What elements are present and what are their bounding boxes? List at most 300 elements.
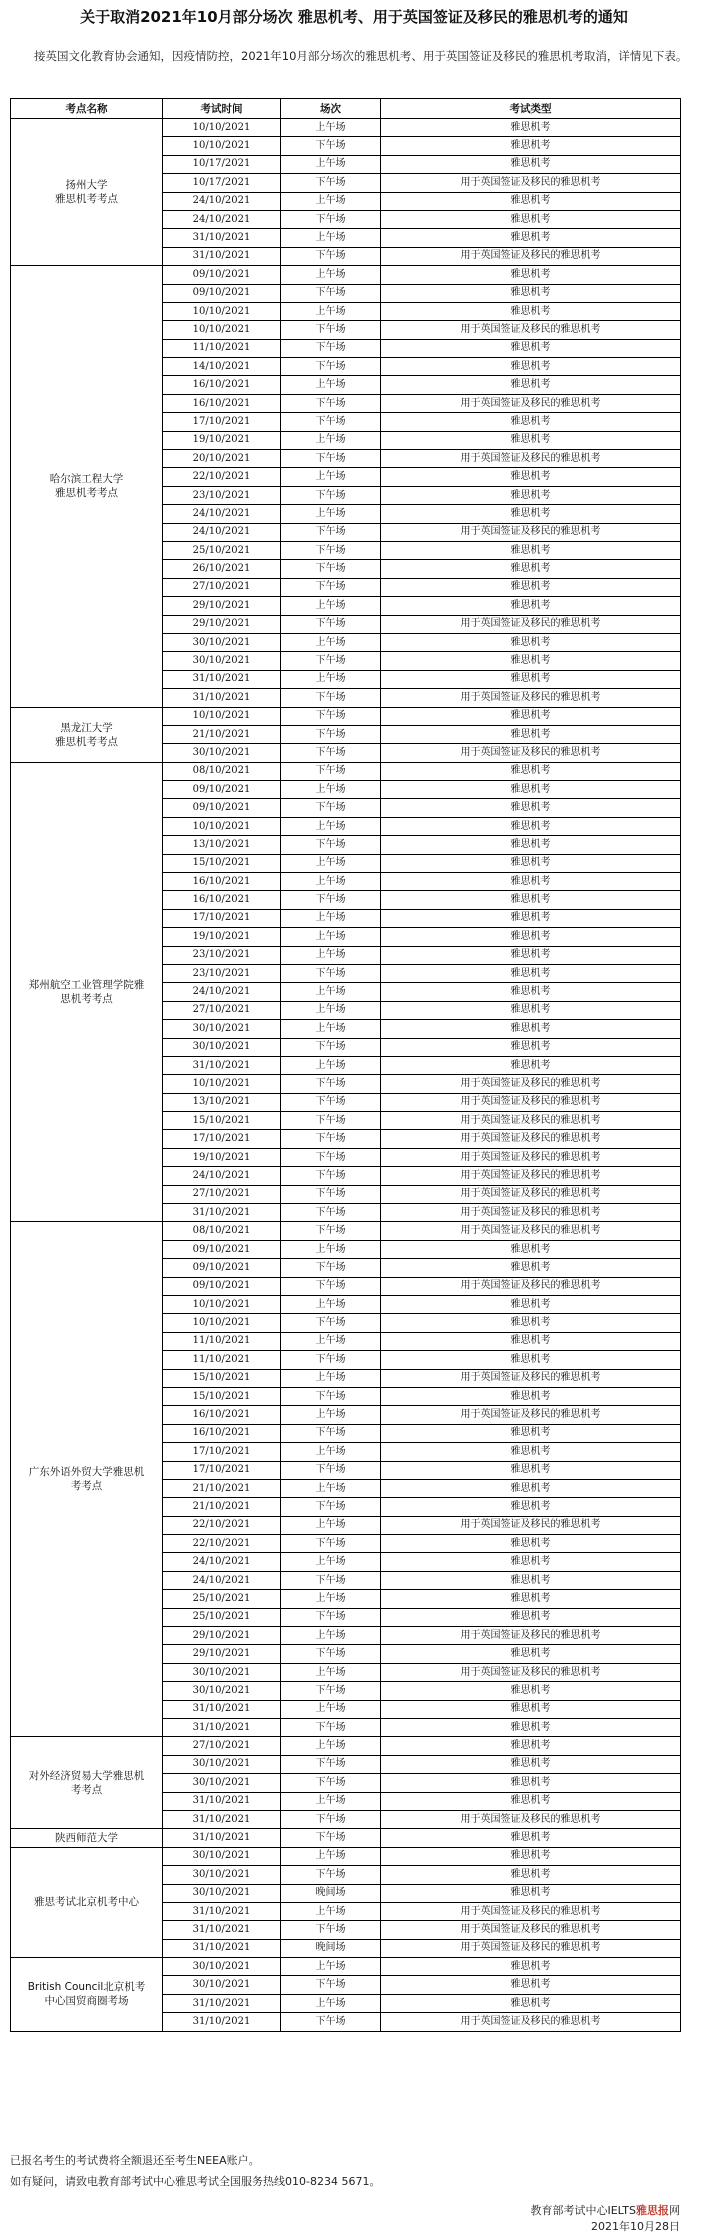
exam-session: 上午场 xyxy=(281,1994,381,2012)
exam-type: 雅思机考 xyxy=(381,1958,681,1976)
exam-type: 雅思机考 xyxy=(381,1700,681,1718)
exam-type: 用于英国签证及移民的雅思机考 xyxy=(381,1939,681,1957)
exam-session: 下午场 xyxy=(281,1222,381,1240)
exam-session: 下午场 xyxy=(281,891,381,909)
exam-session: 下午场 xyxy=(281,450,381,468)
header-session: 场次 xyxy=(281,99,381,119)
exam-date: 30/10/2021 xyxy=(163,1884,281,1902)
exam-session: 上午场 xyxy=(281,817,381,835)
issuer-name-tail: 网 xyxy=(669,2204,680,2217)
watermark-text: 雅思报 xyxy=(636,2204,669,2217)
exam-session: 下午场 xyxy=(281,578,381,596)
exam-date: 31/10/2021 xyxy=(163,1204,281,1222)
exam-session: 下午场 xyxy=(281,523,381,541)
exam-date: 13/10/2021 xyxy=(163,836,281,854)
exam-type: 雅思机考 xyxy=(381,541,681,559)
exam-date: 31/10/2021 xyxy=(163,1921,281,1939)
exam-date: 11/10/2021 xyxy=(163,1351,281,1369)
exam-date: 30/10/2021 xyxy=(163,633,281,651)
exam-date: 19/10/2021 xyxy=(163,928,281,946)
exam-session: 下午场 xyxy=(281,725,381,743)
exam-session: 上午场 xyxy=(281,119,381,137)
exam-date: 10/10/2021 xyxy=(163,137,281,155)
exam-session: 上午场 xyxy=(281,873,381,891)
exam-center-name: 雅思考试北京机考中心 xyxy=(11,1847,163,1957)
exam-type: 雅思机考 xyxy=(381,1332,681,1350)
exam-session: 上午场 xyxy=(281,1553,381,1571)
exam-session: 下午场 xyxy=(281,339,381,357)
exam-type: 雅思机考 xyxy=(381,339,681,357)
intro-paragraph: 接英国文化教育协会通知，因疫情防控，2021年10月部分场次的雅思机考、用于英国签证及移民的雅思机考取消，详情见下表。 xyxy=(34,49,688,63)
exam-date: 30/10/2021 xyxy=(163,1682,281,1700)
exam-date: 19/10/2021 xyxy=(163,1148,281,1166)
exam-date: 13/10/2021 xyxy=(163,1093,281,1111)
exam-session: 上午场 xyxy=(281,1847,381,1865)
exam-date: 25/10/2021 xyxy=(163,541,281,559)
exam-session: 下午场 xyxy=(281,1682,381,1700)
exam-type: 雅思机考 xyxy=(381,597,681,615)
exam-center-name: British Council北京机考 中心国贸商圈考场 xyxy=(11,1958,163,2032)
exam-date: 31/10/2021 xyxy=(163,689,281,707)
exam-date: 17/10/2021 xyxy=(163,1130,281,1148)
header-time: 考试时间 xyxy=(163,99,281,119)
exam-type: 雅思机考 xyxy=(381,1240,681,1258)
exam-type: 雅思机考 xyxy=(381,873,681,891)
exam-type: 雅思机考 xyxy=(381,1351,681,1369)
exam-type: 雅思机考 xyxy=(381,1387,681,1405)
exam-date: 31/10/2021 xyxy=(163,1056,281,1074)
exam-session: 下午场 xyxy=(281,1351,381,1369)
exam-type: 雅思机考 xyxy=(381,817,681,835)
exam-date: 16/10/2021 xyxy=(163,1406,281,1424)
table-row xyxy=(11,119,681,137)
exam-type: 用于英国签证及移民的雅思机考 xyxy=(381,1148,681,1166)
exam-session: 下午场 xyxy=(281,1829,381,1847)
exam-date: 30/10/2021 xyxy=(163,1020,281,1038)
exam-date: 20/10/2021 xyxy=(163,450,281,468)
exam-date: 23/10/2021 xyxy=(163,486,281,504)
exam-date: 30/10/2021 xyxy=(163,1976,281,1994)
exam-date: 16/10/2021 xyxy=(163,376,281,394)
refund-note: 已报名考生的考试费将全额退还至考生NEEA账户。 xyxy=(10,2154,260,2167)
exam-type: 雅思机考 xyxy=(381,964,681,982)
exam-table xyxy=(10,98,681,2032)
exam-date: 29/10/2021 xyxy=(163,615,281,633)
exam-session: 上午场 xyxy=(281,431,381,449)
table-row xyxy=(11,707,681,725)
exam-type: 用于英国签证及移民的雅思机考 xyxy=(381,1277,681,1295)
exam-date: 30/10/2021 xyxy=(163,1958,281,1976)
exam-date: 30/10/2021 xyxy=(163,652,281,670)
exam-session: 下午场 xyxy=(281,799,381,817)
exam-session: 下午场 xyxy=(281,1387,381,1405)
exam-type: 用于英国签证及移民的雅思机考 xyxy=(381,394,681,412)
exam-type: 雅思机考 xyxy=(381,725,681,743)
exam-session: 下午场 xyxy=(281,358,381,376)
exam-session: 下午场 xyxy=(281,1774,381,1792)
exam-type: 雅思机考 xyxy=(381,560,681,578)
exam-session: 上午场 xyxy=(281,597,381,615)
exam-session: 上午场 xyxy=(281,854,381,872)
exam-type: 用于英国签证及移民的雅思机考 xyxy=(381,174,681,192)
exam-session: 下午场 xyxy=(281,413,381,431)
exam-date: 16/10/2021 xyxy=(163,1424,281,1442)
exam-session: 下午场 xyxy=(281,1075,381,1093)
exam-type: 雅思机考 xyxy=(381,431,681,449)
exam-type: 用于英国签证及移民的雅思机考 xyxy=(381,1167,681,1185)
exam-session: 上午场 xyxy=(281,505,381,523)
exam-date: 24/10/2021 xyxy=(163,210,281,228)
exam-session: 下午场 xyxy=(281,1755,381,1773)
exam-type: 用于英国签证及移民的雅思机考 xyxy=(381,1130,681,1148)
exam-session: 下午场 xyxy=(281,394,381,412)
exam-table-body xyxy=(11,119,681,2032)
exam-date: 24/10/2021 xyxy=(163,523,281,541)
exam-type: 雅思机考 xyxy=(381,891,681,909)
exam-date: 30/10/2021 xyxy=(163,744,281,762)
exam-center-name: 对外经济贸易大学雅思机 考考点 xyxy=(11,1737,163,1829)
exam-type: 用于英国签证及移民的雅思机考 xyxy=(381,1112,681,1130)
exam-type: 用于英国签证及移民的雅思机考 xyxy=(381,450,681,468)
exam-type: 雅思机考 xyxy=(381,633,681,651)
exam-session: 上午场 xyxy=(281,1516,381,1534)
exam-date: 30/10/2021 xyxy=(163,1866,281,1884)
exam-date: 31/10/2021 xyxy=(163,247,281,265)
exam-date: 30/10/2021 xyxy=(163,1774,281,1792)
exam-date: 24/10/2021 xyxy=(163,1553,281,1571)
exam-type: 雅思机考 xyxy=(381,192,681,210)
exam-session: 上午场 xyxy=(281,1958,381,1976)
exam-date: 27/10/2021 xyxy=(163,578,281,596)
exam-date: 31/10/2021 xyxy=(163,1939,281,1957)
hotline-note: 如有疑问，请致电教育部考试中心雅思考试全国服务热线010-8234 5671。 xyxy=(10,2175,381,2188)
exam-date: 09/10/2021 xyxy=(163,781,281,799)
exam-date: 21/10/2021 xyxy=(163,1498,281,1516)
exam-date: 30/10/2021 xyxy=(163,1847,281,1865)
exam-date: 22/10/2021 xyxy=(163,468,281,486)
exam-session: 上午场 xyxy=(281,468,381,486)
exam-session: 上午场 xyxy=(281,670,381,688)
exam-date: 29/10/2021 xyxy=(163,1645,281,1663)
exam-session: 上午场 xyxy=(281,376,381,394)
exam-session: 下午场 xyxy=(281,1277,381,1295)
exam-date: 31/10/2021 xyxy=(163,1700,281,1718)
exam-date: 31/10/2021 xyxy=(163,1792,281,1810)
exam-date: 16/10/2021 xyxy=(163,891,281,909)
exam-type: 用于英国签证及移民的雅思机考 xyxy=(381,1222,681,1240)
table-row xyxy=(11,762,681,780)
exam-type: 雅思机考 xyxy=(381,1774,681,1792)
exam-session: 下午场 xyxy=(281,1424,381,1442)
exam-date: 23/10/2021 xyxy=(163,946,281,964)
exam-date: 31/10/2021 xyxy=(163,2013,281,2031)
exam-type: 雅思机考 xyxy=(381,302,681,320)
exam-center-name: 扬州大学 雅思机考考点 xyxy=(11,119,163,266)
exam-type: 雅思机考 xyxy=(381,781,681,799)
issuer-name: 教育部考试中心IELTS xyxy=(530,2204,636,2217)
exam-date: 10/10/2021 xyxy=(163,707,281,725)
exam-date: 29/10/2021 xyxy=(163,597,281,615)
exam-session: 晚间场 xyxy=(281,1884,381,1902)
exam-type: 用于英国签证及移民的雅思机考 xyxy=(381,689,681,707)
exam-type: 雅思机考 xyxy=(381,1737,681,1755)
header-center: 考点名称 xyxy=(11,99,163,119)
exam-session: 晚间场 xyxy=(281,1939,381,1957)
exam-session: 上午场 xyxy=(281,192,381,210)
exam-date: 23/10/2021 xyxy=(163,964,281,982)
exam-type: 雅思机考 xyxy=(381,468,681,486)
exam-type: 雅思机考 xyxy=(381,119,681,137)
exam-date: 10/17/2021 xyxy=(163,174,281,192)
exam-date: 29/10/2021 xyxy=(163,1627,281,1645)
exam-session: 下午场 xyxy=(281,321,381,339)
exam-type: 用于英国签证及移民的雅思机考 xyxy=(381,615,681,633)
exam-date: 16/10/2021 xyxy=(163,873,281,891)
exam-date: 22/10/2021 xyxy=(163,1516,281,1534)
exam-date: 25/10/2021 xyxy=(163,1590,281,1608)
exam-session: 下午场 xyxy=(281,541,381,559)
exam-type: 用于英国签证及移民的雅思机考 xyxy=(381,1810,681,1828)
exam-session: 下午场 xyxy=(281,2013,381,2031)
exam-type: 雅思机考 xyxy=(381,836,681,854)
exam-type: 雅思机考 xyxy=(381,946,681,964)
exam-type: 雅思机考 xyxy=(381,155,681,173)
exam-session: 下午场 xyxy=(281,744,381,762)
exam-date: 17/10/2021 xyxy=(163,1443,281,1461)
exam-session: 上午场 xyxy=(281,1792,381,1810)
exam-type: 用于英国签证及移民的雅思机考 xyxy=(381,1902,681,1920)
exam-type: 用于英国签证及移民的雅思机考 xyxy=(381,1921,681,1939)
exam-session: 上午场 xyxy=(281,155,381,173)
exam-session: 下午场 xyxy=(281,689,381,707)
exam-session: 上午场 xyxy=(281,781,381,799)
exam-type: 雅思机考 xyxy=(381,1314,681,1332)
exam-date: 17/10/2021 xyxy=(163,413,281,431)
issue-date: 2021年10月28日 xyxy=(591,2220,680,2233)
exam-session: 下午场 xyxy=(281,1038,381,1056)
exam-type: 雅思机考 xyxy=(381,266,681,284)
exam-date: 10/10/2021 xyxy=(163,119,281,137)
exam-session: 下午场 xyxy=(281,836,381,854)
exam-date: 31/10/2021 xyxy=(163,1902,281,1920)
exam-session: 上午场 xyxy=(281,1056,381,1074)
exam-date: 21/10/2021 xyxy=(163,725,281,743)
exam-type: 用于英国签证及移民的雅思机考 xyxy=(381,1369,681,1387)
exam-type: 用于英国签证及移民的雅思机考 xyxy=(381,1185,681,1203)
exam-session: 下午场 xyxy=(281,174,381,192)
exam-date: 09/10/2021 xyxy=(163,284,281,302)
exam-type: 雅思机考 xyxy=(381,1866,681,1884)
exam-type: 用于英国签证及移民的雅思机考 xyxy=(381,1093,681,1111)
exam-session: 上午场 xyxy=(281,1332,381,1350)
exam-session: 下午场 xyxy=(281,1866,381,1884)
exam-session: 上午场 xyxy=(281,302,381,320)
exam-session: 下午场 xyxy=(281,1810,381,1828)
exam-type: 雅思机考 xyxy=(381,137,681,155)
exam-type: 雅思机考 xyxy=(381,1571,681,1589)
exam-session: 下午场 xyxy=(281,1608,381,1626)
exam-session: 下午场 xyxy=(281,615,381,633)
exam-date: 15/10/2021 xyxy=(163,854,281,872)
table-row xyxy=(11,1958,681,1976)
exam-type: 雅思机考 xyxy=(381,1498,681,1516)
exam-date: 30/10/2021 xyxy=(163,1755,281,1773)
exam-session: 下午场 xyxy=(281,560,381,578)
exam-type: 雅思机考 xyxy=(381,505,681,523)
exam-date: 27/10/2021 xyxy=(163,1001,281,1019)
exam-date: 31/10/2021 xyxy=(163,670,281,688)
exam-type: 用于英国签证及移民的雅思机考 xyxy=(381,321,681,339)
exam-date: 15/10/2021 xyxy=(163,1369,281,1387)
exam-type: 雅思机考 xyxy=(381,1479,681,1497)
exam-type: 雅思机考 xyxy=(381,413,681,431)
exam-date: 08/10/2021 xyxy=(163,762,281,780)
exam-session: 下午场 xyxy=(281,1185,381,1203)
exam-date: 15/10/2021 xyxy=(163,1112,281,1130)
exam-date: 30/10/2021 xyxy=(163,1038,281,1056)
exam-session: 上午场 xyxy=(281,1590,381,1608)
exam-type: 用于英国签证及移民的雅思机考 xyxy=(381,1516,681,1534)
exam-session: 下午场 xyxy=(281,1148,381,1166)
exam-date: 09/10/2021 xyxy=(163,1277,281,1295)
exam-session: 上午场 xyxy=(281,1020,381,1038)
exam-session: 下午场 xyxy=(281,247,381,265)
table-row xyxy=(11,1222,681,1240)
exam-center-name: 黑龙江大学 雅思机考考点 xyxy=(11,707,163,762)
exam-session: 下午场 xyxy=(281,486,381,504)
exam-session: 下午场 xyxy=(281,1461,381,1479)
exam-date: 24/10/2021 xyxy=(163,1167,281,1185)
exam-session: 下午场 xyxy=(281,1921,381,1939)
exam-session: 上午场 xyxy=(281,909,381,927)
exam-date: 31/10/2021 xyxy=(163,1994,281,2012)
exam-type: 用于英国签证及移民的雅思机考 xyxy=(381,1406,681,1424)
exam-date: 15/10/2021 xyxy=(163,1387,281,1405)
exam-type: 雅思机考 xyxy=(381,1535,681,1553)
exam-date: 27/10/2021 xyxy=(163,1737,281,1755)
exam-type: 用于英国签证及移民的雅思机考 xyxy=(381,523,681,541)
header-type: 考试类型 xyxy=(381,99,681,119)
exam-session: 上午场 xyxy=(281,1406,381,1424)
exam-date: 17/10/2021 xyxy=(163,909,281,927)
exam-session: 上午场 xyxy=(281,1737,381,1755)
exam-type: 雅思机考 xyxy=(381,486,681,504)
exam-session: 下午场 xyxy=(281,762,381,780)
exam-session: 上午场 xyxy=(281,1369,381,1387)
exam-date: 09/10/2021 xyxy=(163,1240,281,1258)
exam-session: 下午场 xyxy=(281,1498,381,1516)
exam-type: 雅思机考 xyxy=(381,983,681,1001)
exam-date: 19/10/2021 xyxy=(163,431,281,449)
table-row xyxy=(11,1737,681,1755)
exam-type: 雅思机考 xyxy=(381,1994,681,2012)
exam-type: 雅思机考 xyxy=(381,1755,681,1773)
exam-center-name: 广东外语外贸大学雅思机 考考点 xyxy=(11,1222,163,1737)
exam-date: 14/10/2021 xyxy=(163,358,281,376)
exam-date: 10/10/2021 xyxy=(163,302,281,320)
exam-type: 用于英国签证及移民的雅思机考 xyxy=(381,1663,681,1681)
exam-session: 下午场 xyxy=(281,1259,381,1277)
exam-type: 雅思机考 xyxy=(381,1645,681,1663)
exam-type: 雅思机考 xyxy=(381,1424,681,1442)
exam-type: 雅思机考 xyxy=(381,854,681,872)
exam-date: 24/10/2021 xyxy=(163,1571,281,1589)
exam-type: 雅思机考 xyxy=(381,1443,681,1461)
footer-notes xyxy=(10,2150,380,2192)
table-row xyxy=(11,266,681,284)
exam-session: 上午场 xyxy=(281,1627,381,1645)
exam-session: 上午场 xyxy=(281,633,381,651)
exam-type: 雅思机考 xyxy=(381,1976,681,1994)
exam-type: 雅思机考 xyxy=(381,1847,681,1865)
exam-type: 雅思机考 xyxy=(381,1001,681,1019)
exam-type: 雅思机考 xyxy=(381,229,681,247)
exam-session: 上午场 xyxy=(281,946,381,964)
exam-session: 下午场 xyxy=(281,210,381,228)
exam-type: 雅思机考 xyxy=(381,1553,681,1571)
exam-session: 下午场 xyxy=(281,284,381,302)
exam-session: 下午场 xyxy=(281,137,381,155)
exam-session: 上午场 xyxy=(281,266,381,284)
exam-type: 雅思机考 xyxy=(381,284,681,302)
exam-date: 22/10/2021 xyxy=(163,1535,281,1553)
exam-type: 雅思机考 xyxy=(381,1608,681,1626)
exam-date: 11/10/2021 xyxy=(163,339,281,357)
exam-date: 31/10/2021 xyxy=(163,229,281,247)
exam-session: 下午场 xyxy=(281,1093,381,1111)
exam-type: 雅思机考 xyxy=(381,1682,681,1700)
exam-session: 下午场 xyxy=(281,1718,381,1736)
exam-type: 雅思机考 xyxy=(381,670,681,688)
exam-session: 下午场 xyxy=(281,652,381,670)
exam-type: 用于英国签证及移民的雅思机考 xyxy=(381,1075,681,1093)
exam-session: 下午场 xyxy=(281,1130,381,1148)
exam-date: 26/10/2021 xyxy=(163,560,281,578)
exam-date: 16/10/2021 xyxy=(163,394,281,412)
exam-session: 下午场 xyxy=(281,1976,381,1994)
exam-session: 下午场 xyxy=(281,1204,381,1222)
exam-session: 下午场 xyxy=(281,1571,381,1589)
exam-type: 雅思机考 xyxy=(381,799,681,817)
exam-type: 雅思机考 xyxy=(381,652,681,670)
exam-type: 雅思机考 xyxy=(381,1056,681,1074)
exam-type: 雅思机考 xyxy=(381,376,681,394)
exam-type: 雅思机考 xyxy=(381,1296,681,1314)
exam-date: 08/10/2021 xyxy=(163,1222,281,1240)
exam-type: 雅思机考 xyxy=(381,909,681,927)
exam-session: 上午场 xyxy=(281,1663,381,1681)
exam-session: 下午场 xyxy=(281,1645,381,1663)
exam-session: 上午场 xyxy=(281,1443,381,1461)
exam-type: 雅思机考 xyxy=(381,358,681,376)
exam-center-name: 陕西师范大学 xyxy=(11,1829,163,1847)
exam-date: 10/10/2021 xyxy=(163,321,281,339)
exam-date: 10/10/2021 xyxy=(163,1314,281,1332)
exam-type: 雅思机考 xyxy=(381,1792,681,1810)
exam-type: 雅思机考 xyxy=(381,1038,681,1056)
exam-date: 17/10/2021 xyxy=(163,1461,281,1479)
exam-date: 10/17/2021 xyxy=(163,155,281,173)
exam-type: 雅思机考 xyxy=(381,1590,681,1608)
exam-date: 31/10/2021 xyxy=(163,1829,281,1847)
exam-session: 上午场 xyxy=(281,1700,381,1718)
exam-type: 用于英国签证及移民的雅思机考 xyxy=(381,744,681,762)
exam-session: 下午场 xyxy=(281,1112,381,1130)
exam-date: 24/10/2021 xyxy=(163,505,281,523)
exam-type: 雅思机考 xyxy=(381,1884,681,1902)
exam-type: 雅思机考 xyxy=(381,1259,681,1277)
exam-type: 用于英国签证及移民的雅思机考 xyxy=(381,1204,681,1222)
